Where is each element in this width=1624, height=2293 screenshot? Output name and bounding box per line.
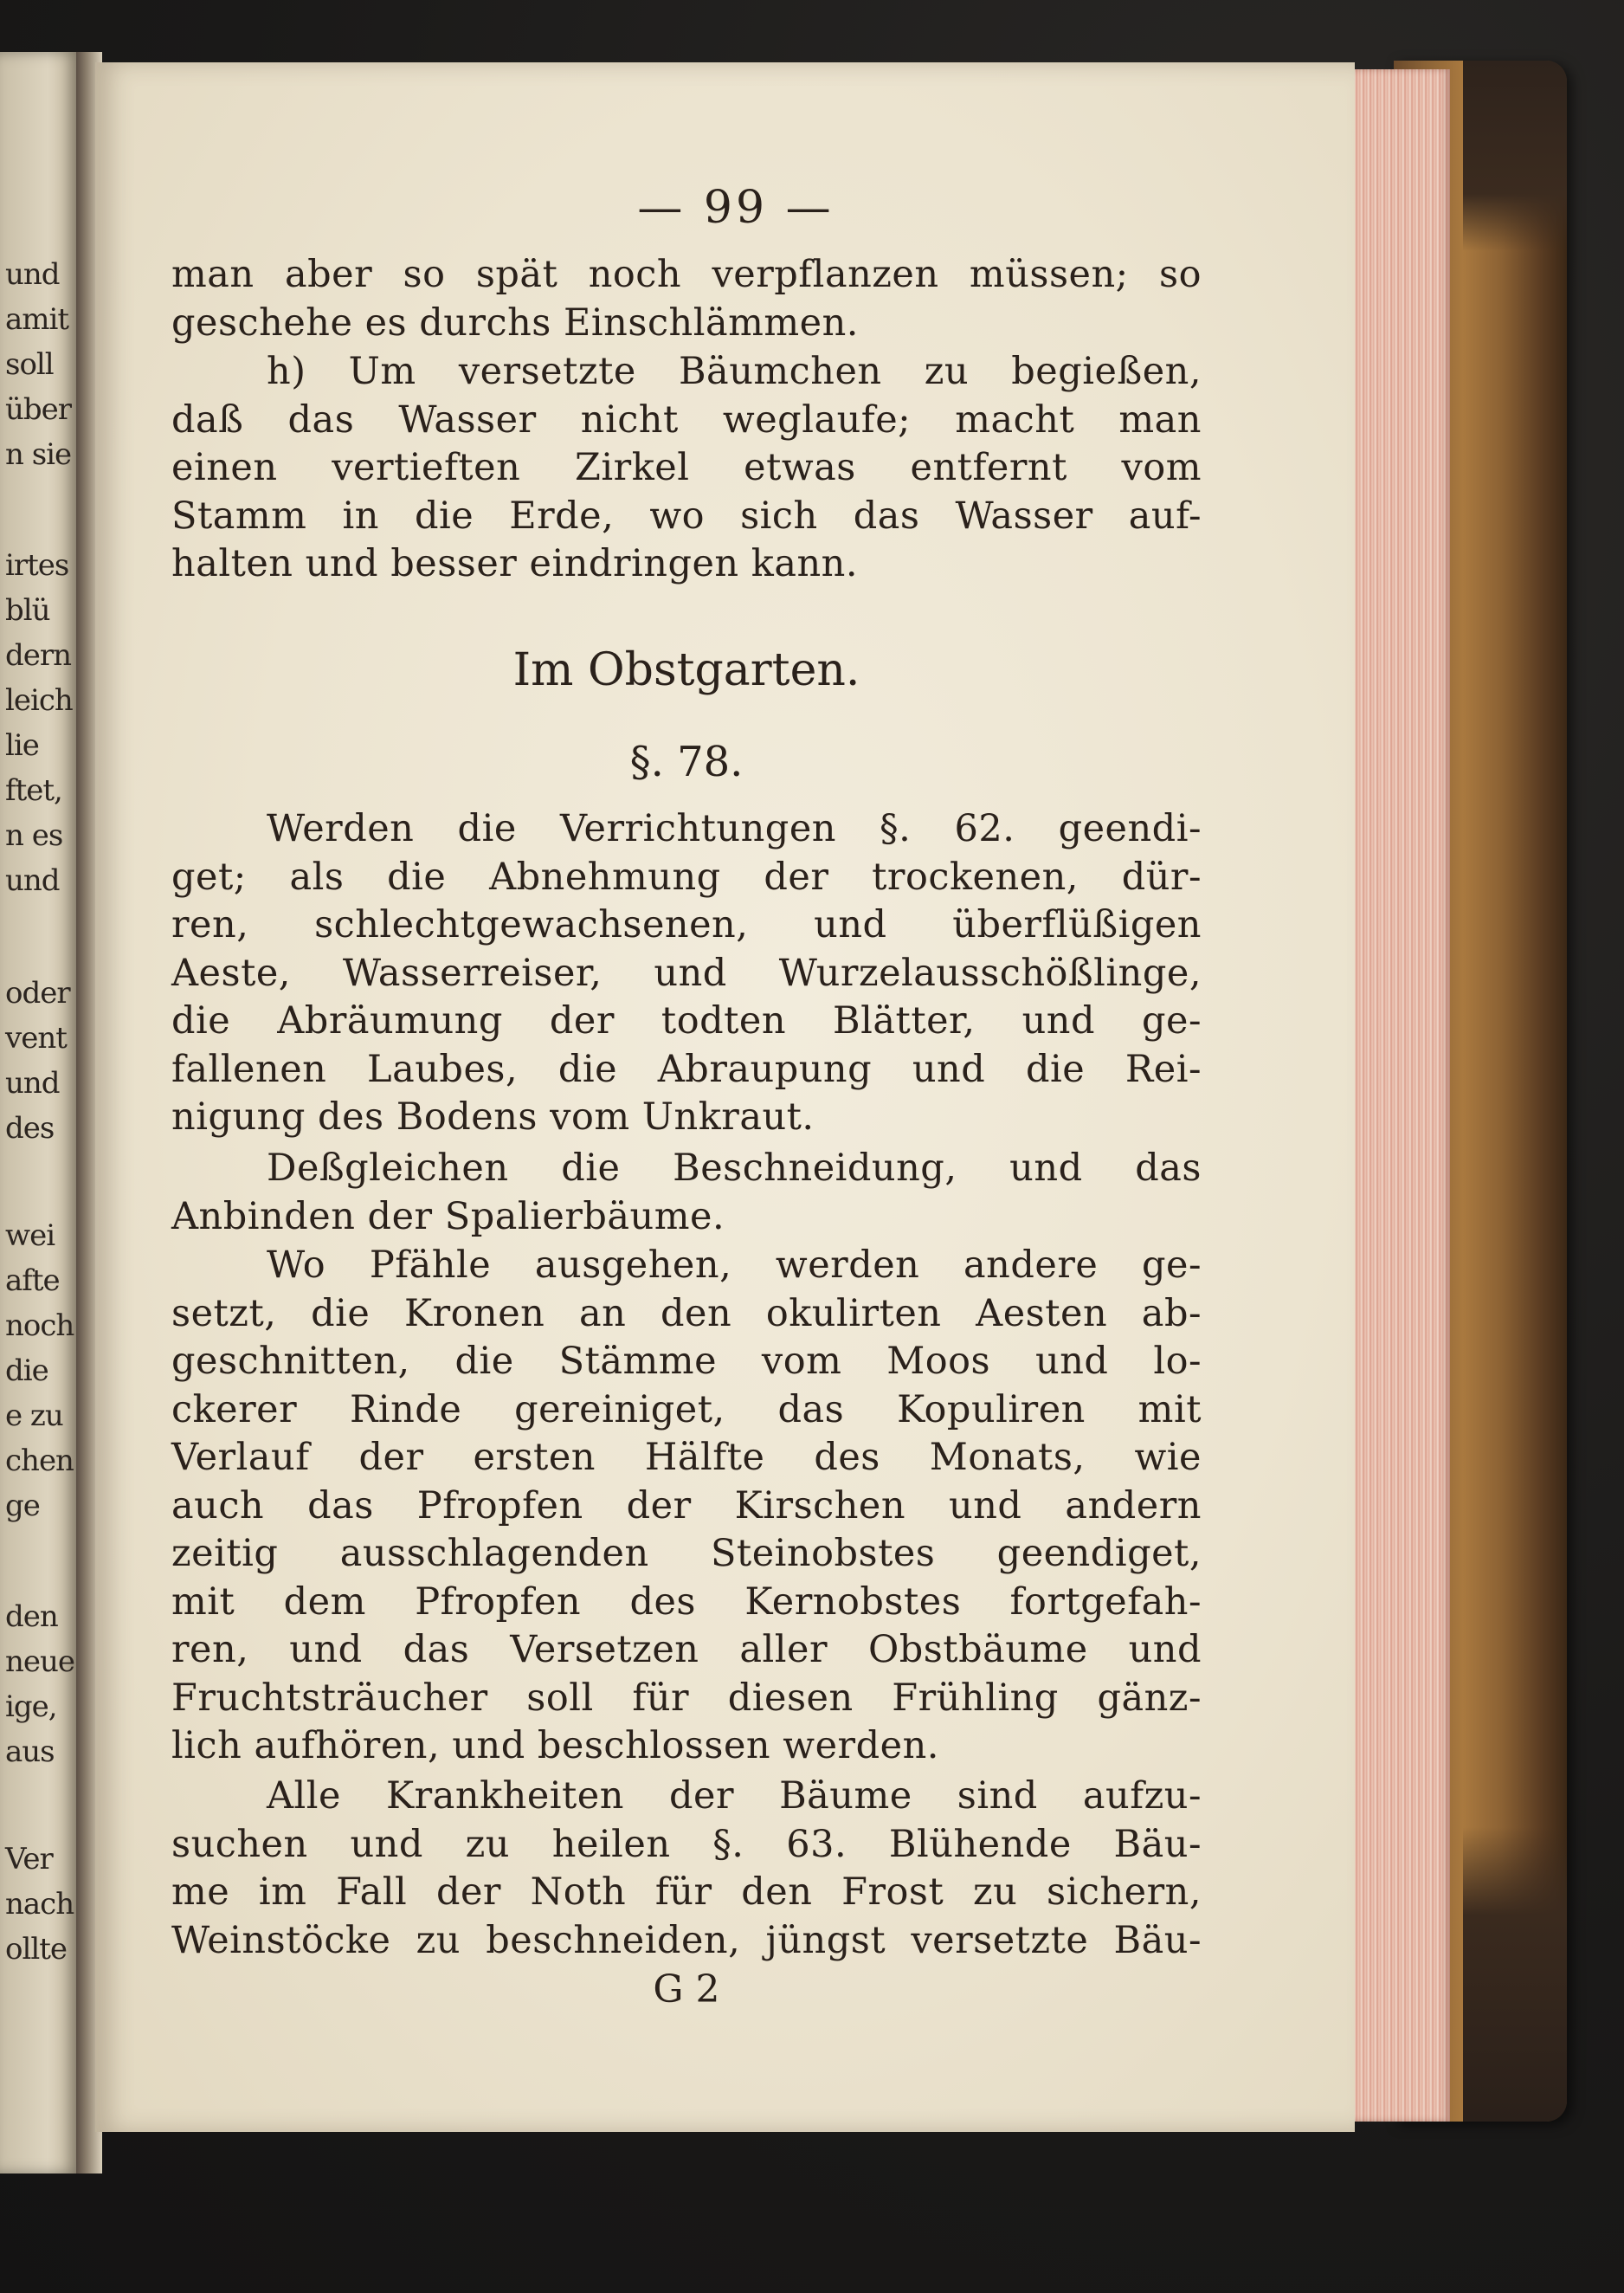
paragraph-1 (171, 805, 1202, 1142)
paragraph-h (171, 348, 1202, 589)
text-line: nigung des Bodens vom Unkraut. (171, 1095, 815, 1139)
left-page-fragment: ftet, (5, 773, 62, 808)
left-page-fragment: ollte (5, 1932, 68, 1967)
left-page-fragment: n sie (5, 437, 72, 472)
left-page-fragment: nach (5, 1887, 74, 1922)
text-line: Aeste, Wasserreiser, und Wurzelausschößlinge, (171, 951, 1202, 995)
paragraph-continuation (171, 251, 1202, 347)
left-page-fragment: blü (5, 593, 50, 628)
left-page-fragment: Ver (5, 1842, 53, 1876)
book-page (95, 62, 1355, 2132)
text-line: daß das Wasser nicht weglaufe; macht man (171, 397, 1202, 442)
signature-mark: G 2 (653, 1967, 720, 2012)
left-page-fragment: irtes (5, 548, 69, 583)
text-line: ren, und das Versetzen aller Obstbäume und (171, 1628, 1202, 1671)
text-line: zeitig ausschlagenden Steinobstes geendiget, (171, 1532, 1202, 1575)
cover-corner-top (1463, 61, 1567, 251)
text-line: Werden die Verrichtungen §. 62. geendi- (267, 807, 1202, 850)
section-number: §. 78. (629, 738, 744, 786)
page-edges (1346, 69, 1450, 2122)
left-page-fragment: des (5, 1111, 55, 1146)
paragraph-4 (171, 1773, 1202, 1965)
text-line: Anbinden der Spalierbäume. (171, 1194, 725, 1238)
left-page-fragment: dern (5, 638, 72, 673)
left-page-fragment: über (5, 392, 72, 427)
text-line: Stamm in die Erde, wo sich das Wasser auf- (171, 494, 1202, 538)
left-page-fragment: den (5, 1599, 58, 1634)
paragraph-3 (171, 1242, 1202, 1771)
text-line: lich aufhören, und beschlossen werden. (171, 1724, 939, 1767)
text-line: mit dem Pfropfen des Kernobstes fortgefah- (171, 1579, 1202, 1624)
text-line: suchen und zu heilen §. 63. Blühende Bäu- (171, 1822, 1202, 1866)
left-page-fragment: soll (5, 347, 54, 382)
text-line: ren, schlechtgewachsenen, und überflüßigen (171, 903, 1202, 946)
text-line: halten und besser eindringen kann. (171, 542, 859, 585)
left-page-fragment: und (5, 1066, 60, 1101)
text-line: me im Fall der Noth für den Frost zu sichern, (171, 1870, 1202, 1914)
text-line: Alle Krankheiten der Bäume sind aufzu- (267, 1774, 1202, 1818)
text-line: ckerer Rinde gereiniget, das Kopuliren mit (171, 1387, 1202, 1431)
paragraph-2 (171, 1145, 1202, 1241)
left-page-fragment: e zu (5, 1398, 63, 1433)
left-page-fragment: wei (5, 1218, 55, 1253)
text-line: Verlauf der ersten Hälfte des Monats, wie (171, 1436, 1202, 1479)
text-line: Fruchtsträucher soll für diesen Frühling gänz- (171, 1676, 1202, 1720)
left-page-fragment: noch (5, 1308, 74, 1343)
left-page-fragment: ge (5, 1489, 40, 1523)
left-page-fragment: n es (5, 818, 63, 853)
page-number: — 99 — (637, 182, 835, 234)
left-page-fragment: lie (5, 728, 39, 763)
text-line: Deßgleichen die Beschneidung, und das (267, 1146, 1202, 1190)
text-line: geschehe es durchs Einschlämmen. (171, 300, 859, 345)
text-line: auch das Pfropfen der Kirschen und andern (171, 1483, 1202, 1528)
left-page-fragment: chen (5, 1444, 74, 1478)
left-page-fragment: afte (5, 1263, 60, 1298)
text-line: die Abräumung der todten Blätter, und ge- (171, 999, 1202, 1043)
left-facing-page (0, 52, 80, 2174)
left-page-fragment: die (5, 1353, 48, 1388)
left-page-fragment: neue (5, 1644, 75, 1679)
text-line: Weinstöcke zu beschneiden, jüngst versetzte Bäu- (171, 1918, 1202, 1962)
left-page-fragment: amit (5, 302, 69, 337)
text-line: Wo Pfähle ausgehen, werden andere ge- (267, 1243, 1202, 1287)
left-page-fragment: aus (5, 1734, 55, 1769)
cover-corner-bottom (1463, 1827, 1567, 2122)
left-page-fragment: vent (5, 1021, 67, 1056)
text-line: geschnitten, die Stämme vom Moos und lo- (171, 1340, 1202, 1383)
text-line: einen vertieften Zirkel etwas entfernt vom (171, 446, 1202, 489)
text-line: man aber so spät noch verpflanzen müssen; so (171, 253, 1202, 296)
left-page-fragment: ige, (5, 1689, 57, 1724)
text-line: fallenen Laubes, die Abraupung und die Rei- (171, 1047, 1202, 1091)
text-line: h) Um versetzte Bäumchen zu begießen, (267, 350, 1202, 393)
left-page-fragment: und (5, 863, 60, 898)
text-line: get; als die Abnehmung der trockenen, dür- (171, 855, 1202, 899)
left-page-fragment: leich (5, 683, 73, 718)
left-page-fragment: und (5, 257, 60, 292)
section-heading: Im Obstgarten. (512, 644, 860, 696)
text-line: setzt, die Kronen an den okulirten Aesten ab- (171, 1291, 1202, 1335)
left-page-fragment: oder (5, 976, 70, 1011)
